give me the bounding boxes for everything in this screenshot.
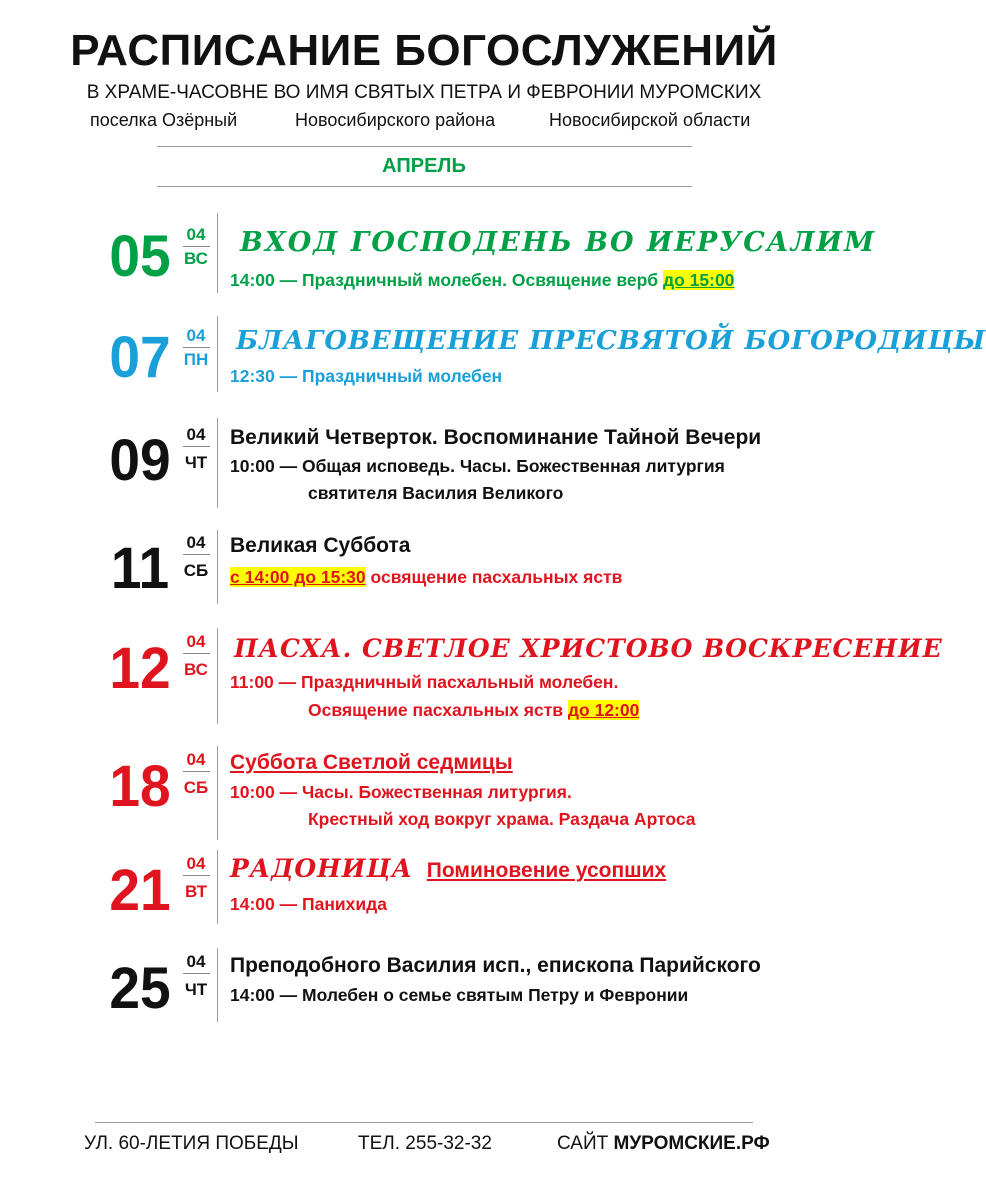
- service-line: 14:00 — Молебен о семье святым Петру и Февронии: [230, 985, 689, 1005]
- entry-title: Преподобного Василия исп., епископа Парийского: [230, 954, 761, 977]
- service-line: 14:00 — Праздничный молебен. Освящение верб до 15:00: [230, 270, 735, 290]
- service-line: 14:00 — Панихида: [230, 894, 387, 914]
- date-rule: [183, 875, 210, 876]
- month-number: 04: [186, 952, 206, 971]
- service-line: с 14:00 до 15:30 освящение пасхальных яств: [230, 567, 623, 587]
- month-number: 04: [186, 854, 206, 873]
- day-number: 07: [109, 325, 171, 390]
- weekday: СБ: [183, 778, 209, 797]
- date-rule: [183, 554, 210, 555]
- day-number: 21: [109, 858, 171, 923]
- service-line: Освящение пасхальных яств до 12:00: [308, 700, 640, 720]
- highlight-time: с 14:00 до 15:30: [230, 567, 366, 587]
- weekday: ВС: [184, 249, 208, 268]
- date-rule: [183, 771, 210, 772]
- entry-divider: [217, 316, 218, 392]
- footer-site: САЙТ МУРОМСКИЕ.РФ: [557, 1133, 770, 1154]
- service-line: 12:30 — Праздничный молебен: [230, 366, 503, 386]
- date-rule: [183, 246, 210, 247]
- month-number: 04: [186, 225, 206, 244]
- day-number: 11: [110, 536, 170, 601]
- entry-title: ВХОД ГОСПОДЕНЬ ВО ИЕРУСАЛИМ: [240, 227, 876, 258]
- entry-title: ПАСХА. СВЕТЛОЕ ХРИСТОВО ВОСКРЕСЕНИЕ: [234, 634, 943, 663]
- service-line: 10:00 — Общая исповедь. Часы. Божественная литургия: [230, 456, 725, 476]
- day-number: 18: [109, 754, 171, 819]
- footer-phone: ТЕЛ. 255-32-32: [358, 1133, 492, 1154]
- entry-title: Суббота Светлой седмицы: [230, 751, 513, 774]
- day-number: 12: [109, 636, 171, 701]
- entry-divider: [217, 850, 218, 924]
- month-number: 04: [186, 632, 206, 651]
- day-number: 05: [109, 224, 171, 289]
- entry-divider: [217, 746, 218, 840]
- entry-divider: [217, 213, 218, 293]
- weekday: СБ: [183, 561, 209, 580]
- service-line: 10:00 — Часы. Божественная литургия.: [230, 782, 572, 802]
- title-extra: Поминовение усопших: [426, 859, 667, 882]
- footer-address: УЛ. 60-ЛЕТИЯ ПОБЕДЫ: [84, 1133, 299, 1154]
- entry-title: БЛАГОВЕЩЕНИЕ ПРЕСВЯТОЙ БОГОРОДИЦЫ: [236, 326, 986, 356]
- day-number: 25: [109, 956, 171, 1021]
- location-settlement: поселка Озёрный: [90, 110, 238, 130]
- main-title: РАСПИСАНИЕ БОГОСЛУЖЕНИЙ: [70, 26, 778, 75]
- service-line: святителя Василия Великого: [308, 483, 564, 503]
- entry-title: Великая Суббота: [230, 534, 411, 557]
- weekday: ВТ: [184, 882, 207, 901]
- footer-divider: [95, 1122, 753, 1123]
- entry-title: [230, 854, 666, 883]
- highlight-time: до 15:00: [663, 270, 735, 290]
- entry-divider: [217, 418, 218, 508]
- weekday: ПН: [183, 350, 209, 369]
- service-line: Крестный ход вокруг храма. Раздача Артоса: [308, 809, 696, 829]
- month-number: 04: [186, 533, 206, 552]
- month-title: АПРЕЛЬ: [382, 155, 466, 177]
- entry-divider: [217, 948, 218, 1022]
- date-rule: [183, 446, 210, 447]
- title-fancy: РАДОНИЦА: [230, 854, 413, 883]
- date-rule: [183, 973, 210, 974]
- weekday: ЧТ: [184, 453, 208, 472]
- service-line: 11:00 — Праздничный пасхальный молебен.: [230, 672, 619, 692]
- header-divider-top: [157, 146, 692, 147]
- entry-title: Великий Четверток. Воспоминание Тайной Вечери: [230, 426, 762, 449]
- date-rule: [183, 347, 210, 348]
- date-rule: [183, 653, 210, 654]
- entry-divider: [217, 530, 218, 604]
- site-link[interactable]: МУРОМСКИЕ.РФ: [613, 1133, 770, 1154]
- location-district: Новосибирского района: [295, 110, 496, 130]
- subtitle: В ХРАМЕ-ЧАСОВНЕ ВО ИМЯ СВЯТЫХ ПЕТРА И ФЕВРОНИИ МУРОМСКИХ: [86, 82, 762, 103]
- header-divider-bottom: [157, 186, 692, 187]
- month-number: 04: [186, 425, 206, 444]
- weekday: ЧТ: [184, 980, 208, 999]
- month-number: 04: [186, 326, 206, 345]
- weekday: ВС: [184, 660, 208, 679]
- month-number: 04: [186, 750, 206, 769]
- location-region: Новосибирской области: [549, 110, 751, 130]
- entry-divider: [217, 628, 218, 724]
- day-number: 09: [109, 428, 171, 493]
- highlight-time: до 12:00: [567, 700, 640, 720]
